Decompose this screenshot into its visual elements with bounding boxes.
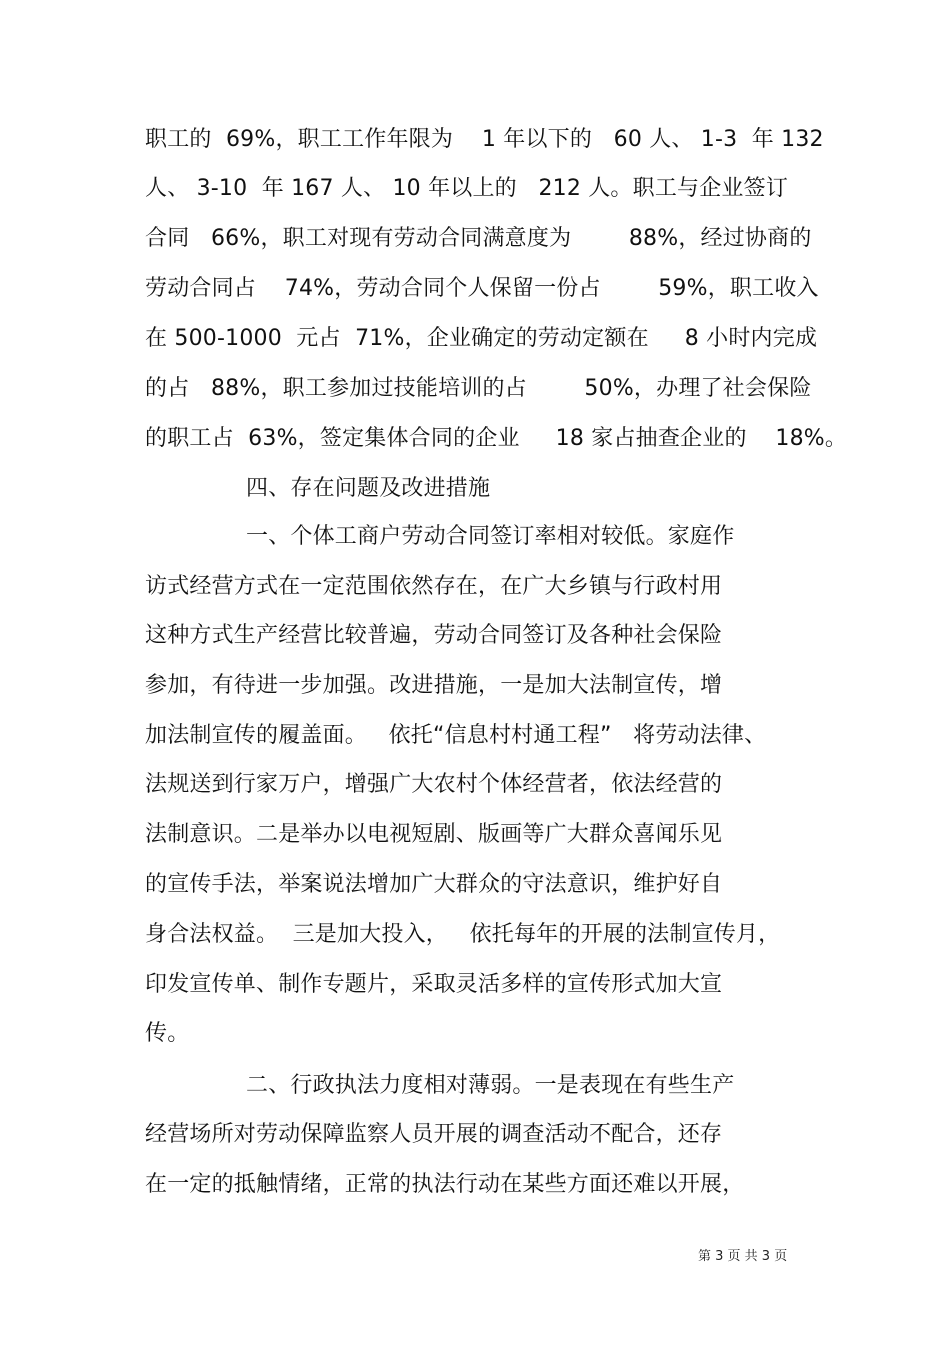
body-line-7: 的职工占 63%，签定集体合同的企业 18 家占抽查企业的 18%。 (145, 426, 848, 451)
body-line-4: 劳动合同占 74%，劳动合同个人保留一份占 59%，职工收入 (145, 276, 819, 301)
body-line-3: 合同 66%，职工对现有劳动合同满意度为 88%，经过协商的 (145, 226, 812, 251)
section-heading: 四、存在问题及改进措施 (246, 476, 491, 501)
paragraph-1-line-8: 的宣传手法，举案说法增加广大群众的守法意识，维护好自 (145, 872, 723, 897)
paragraph-1-line-10: 印发宣传单、制作专题片，采取灵活多样的宣传形式加大宣 (145, 972, 723, 997)
paragraph-1-line-3: 这种方式生产经营比较普遍，劳动合同签订及各种社会保险 (145, 623, 723, 648)
paragraph-2-line-2: 经营场所对劳动保障监察人员开展的调查活动不配合，还存 (145, 1122, 723, 1147)
paragraph-2-line-3: 在一定的抵触情绪，正常的执法行动在某些方面还难以开展， (145, 1172, 745, 1197)
paragraph-1-line-1: 一、个体工商户劳动合同签订率相对较低。家庭作 (246, 524, 735, 549)
body-line-6: 的占 88%，职工参加过技能培训的占 50%，办理了社会保险 (145, 376, 812, 401)
body-line-5: 在 500-1000 元占 71%，企业确定的劳动定额在 8 小时内完成 (145, 326, 818, 351)
paragraph-1-line-9: 身合法权益。 三是加大投入， 依托每年的开展的法制宣传月， (145, 922, 781, 947)
paragraph-1-line-4: 参加，有待进一步加强。改进措施，一是加大法制宣传，增 (145, 673, 723, 698)
paragraph-1-line-5: 加法制宣传的履盖面。 依托“信息村村通工程” 将劳动法律、 (145, 723, 767, 748)
page-footer: 第 3 页 共 3 页 (698, 1249, 788, 1264)
paragraph-1-line-6: 法规送到行家万户，增强广大农村个体经营者，依法经营的 (145, 772, 723, 797)
paragraph-1-line-11: 传。 (145, 1021, 190, 1046)
paragraph-1-line-2: 访式经营方式在一定范围依然存在，在广大乡镇与行政村用 (145, 574, 723, 599)
body-line-1: 职工的 69%，职工工作年限为 1 年以下的 60 人、 1-3 年 132 (145, 127, 824, 152)
paragraph-1-line-7: 法制意识。二是举办以电视短剧、版画等广大群众喜闻乐见 (145, 822, 723, 847)
body-line-2: 人、 3-10 年 167 人、 10 年以上的 212 人。职工与企业签订 (145, 176, 789, 201)
paragraph-2-line-1: 二、行政执法力度相对薄弱。一是表现在有些生产 (246, 1073, 735, 1098)
